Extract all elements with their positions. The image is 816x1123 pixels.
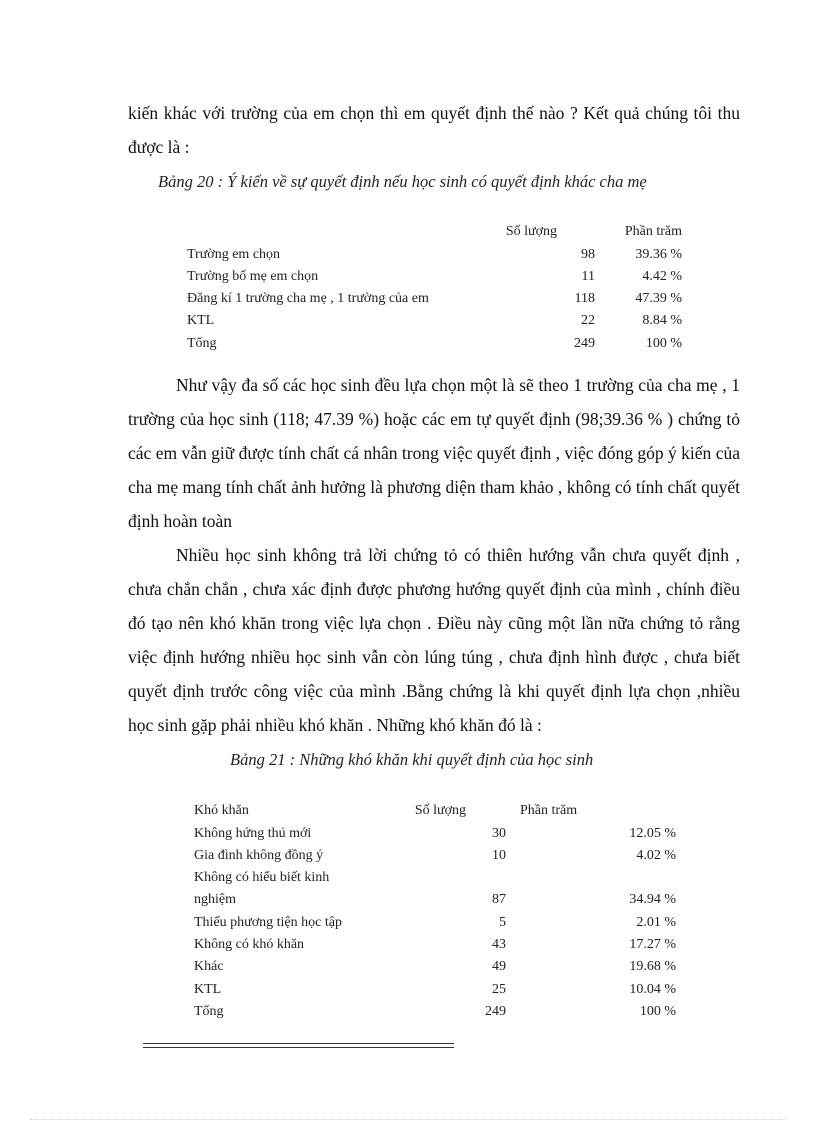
table-21-row [194,998,676,1020]
footnote-separator [143,1043,454,1044]
table-21-cell-count: 10 [492,847,506,863]
table-21-row [194,842,676,864]
table-21-row [194,931,676,953]
table-21-cell-label: Gia đình không đồng ý [194,847,324,863]
table-20-caption: Bảng 20 : Ý kiến về sự quyết định nếu học sinh có quyết định khác cha mẹ [158,172,647,191]
table-21-cell-percent: 12.05 % [629,825,676,841]
table-20 [187,218,682,352]
table-21-row [194,908,676,930]
table-21-cell-count: 25 [492,981,506,997]
table-21-cell-label: Khác [194,959,224,975]
table-21 [194,797,676,1020]
intro-paragraph: kiến khác với trường của em chọn thì em quyết định thế nào ? Kết quả chúng tôi thu được là : [128,103,740,157]
table-21-cell-percent: 17.27 % [629,937,676,953]
table-21-cell-label: Không có khó khăn [194,937,305,953]
table-21-cell-label: Không hứng thú mới [194,825,312,841]
table-20-cell-percent: 8.84 % [642,313,682,329]
table-21-cell-percent: 34.94 % [629,892,676,908]
table-21-cell-percent: 19.68 % [629,959,676,975]
table-20-cell-label: Trường bố mẹ em chọn [187,268,319,284]
table-21-cell-label: KTL [194,981,222,997]
table-21-cell-label: Không có hiểu biết kinh [194,870,330,886]
table-20-cell-count: 118 [574,291,595,307]
table-20-cell-label: Tổng [187,335,217,351]
table-21-cell-count: 5 [499,914,506,930]
table-21-cell-label: Tổng [194,1003,224,1019]
table-21-cell-count: 87 [492,892,506,908]
table-20-header-row [187,218,682,240]
table-21-cell-count [410,864,506,886]
table-20-cell-count: 11 [581,268,595,284]
table-20-row [187,240,682,262]
table-20-cell-percent: 47.39 % [635,291,682,307]
table-21-row [194,975,676,997]
table-21-row [194,864,676,886]
table-21-cell-percent: 100 % [639,1003,676,1019]
table-21-cell-percent: 2.01 % [636,914,676,930]
table-20-header-percent: Phần trăm [624,224,682,240]
table-20-cell-percent: 39.36 % [635,246,682,262]
footnote-separator-2 [143,1047,454,1048]
table-21-row [194,819,676,841]
table-21-header-row [194,797,676,819]
table-21-row [194,953,676,975]
table-20-row [187,263,682,285]
table-21-header-percent: Phần trăm [520,803,578,819]
table-21-cell-percent [506,864,676,886]
table-20-header-count: Số lượng [505,224,557,240]
table-21-caption: Bảng 21 : Những khó khăn khi quyết định của học sinh [230,750,594,769]
table-20-cell-count: 98 [581,246,595,262]
table-20-cell-count: 22 [581,313,595,329]
table-20-cell-count: 249 [574,335,595,351]
table-21-cell-label: Thiếu phương tiện học tập [194,914,342,930]
analysis-paragraph-1: Như vậy đa số các học sinh đều lựa chọn một là sẽ theo 1 trường của cha mẹ , 1 trường của học sinh (118; 47.39 %) hoặc các em tự quyết định (98;39.36 % ) chứng tỏ các em vẫn giữ được tính chất cá nhân trong việc quyết định , việc đóng góp ý kiến của cha mẹ mang tính chất ảnh hưởng là phương diện tham khảo , không có tính chất quyết định hoàn toàn [128,375,740,531]
analysis-paragraph-2: Nhiều học sinh không trả lời chứng tỏ có thiên hướng vẫn chưa quyết định , chưa chắn chắn , chưa xác định được phương hướng quyết định của mình , chính điều đó tạo nên khó khăn trong việc lựa chọn . Điều này cũng một lần nữa chứng tỏ rằng việc định hướng nhiều học sinh vẫn còn lúng túng , chưa định hình được , chưa biết quyết định trước công việc của mình .Bằng chứng là khi quyết định lựa chọn ,nhiều học sinh gặp phải nhiều khó khăn . Những khó khăn đó là : [128,545,740,735]
table-21-header-count: Số lượng [414,803,466,819]
table-21-cell-count: 49 [492,959,506,975]
table-20-row [187,329,682,351]
table-21-cell-count: 30 [492,825,506,841]
table-20-cell-label: KTL [187,313,215,329]
table-21-cell-count: 249 [485,1003,506,1019]
table-21-cell-percent: 10.04 % [629,981,676,997]
table-21-cell-count: 43 [492,937,506,953]
table-21-header-label: Khó khăn [194,803,249,819]
table-20-cell-percent: 4.42 % [642,268,682,284]
table-20-cell-label: Đăng kí 1 trường cha mẹ , 1 trường của em [187,291,429,307]
page-bottom-border [30,1119,786,1120]
table-20-row [187,285,682,307]
table-21-row [194,886,676,908]
table-20-cell-percent: 100 % [645,335,682,351]
table-20-cell-label: Trường em chọn [187,246,281,262]
table-21-cell-label: nghiệm [194,892,236,908]
table-20-row [187,307,682,329]
table-21-cell-percent: 4.02 % [636,847,676,863]
